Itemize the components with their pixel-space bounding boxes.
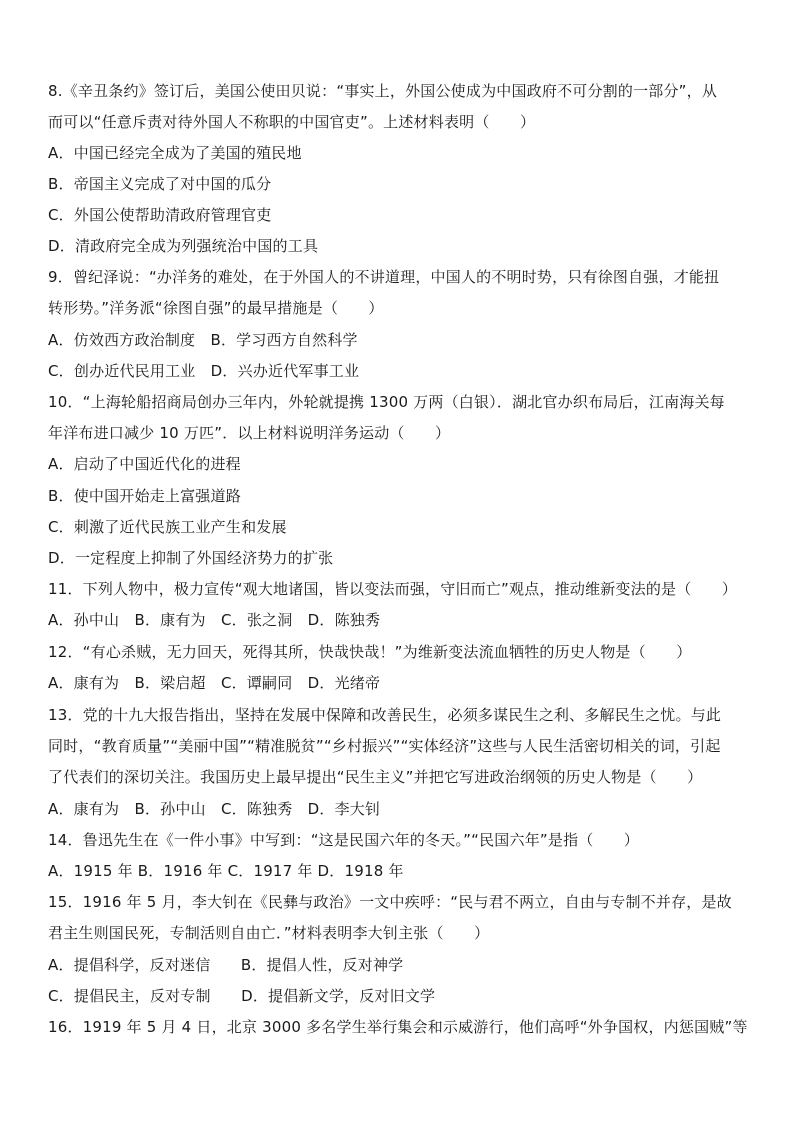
question-8-stem-line-1: 8.《辛丑条约》签订后，美国公使田贝说：“事实上，外国公使成为中国政府不可分割的一部分”，从 bbox=[48, 82, 718, 100]
question-12-options: A．康有为 B．梁启超 C．谭嗣同 D．光绪帝 bbox=[48, 674, 381, 692]
question-9-stem-line-2: 转形势。”洋务派“徐图自强”的最早措施是（ ） bbox=[48, 299, 384, 317]
question-10-option-c: C．刺激了近代民族工业产生和发展 bbox=[48, 518, 287, 536]
question-15-options-ab: A．提倡科学，反对迷信 B．提倡人性，反对神学 bbox=[48, 956, 404, 974]
question-13-stem-line-1: 13．党的十九大报告指出，坚持在发展中保障和改善民生，必须多谋民生之利、多解民生之忧。与此 bbox=[48, 706, 722, 724]
question-8-option-d: D．清政府完全成为列强统治中国的工具 bbox=[48, 237, 319, 255]
question-15-stem-line-2: 君主生则国民死，专制活则自由亡．”材料表明李大钊主张（ ） bbox=[48, 924, 490, 942]
question-10-option-b: B．使中国开始走上富强道路 bbox=[48, 487, 241, 505]
question-8-stem-line-2: 而可以“任意斥责对待外国人不称职的中国官吏”。上述材料表明（ ） bbox=[48, 113, 536, 131]
question-8-option-a: A．中国已经完全成为了美国的殖民地 bbox=[48, 144, 302, 162]
question-10-stem-line-2: 年洋布进口减少 10 万匹”．以上材料说明洋务运动（ ） bbox=[48, 424, 451, 442]
question-10-stem-line-1: 10．“上海轮船招商局创办三年内，外轮就提携 1300 万两（白银）．湖北官办织布局后，江南海关每 bbox=[48, 393, 725, 411]
question-10-option-d: D．一定程度上抑制了外国经济势力的扩张 bbox=[48, 549, 334, 567]
question-15-options-cd: C．提倡民主，反对专制 D．提倡新文学，反对旧文学 bbox=[48, 987, 436, 1005]
question-8-option-c: C．外国公使帮助清政府管理官吏 bbox=[48, 206, 272, 224]
question-14-stem: 14．鲁迅先生在《一件小事》中写到：“这是民国六年的冬天。”“民国六年”是指（ ） bbox=[48, 831, 640, 849]
question-9-stem-line-1: 9．曾纪泽说：“办洋务的难处，在于外国人的不讲道理，中国人的不明时势，只有徐图自强，才能扭 bbox=[48, 268, 720, 286]
question-10-option-a: A．启动了中国近代化的进程 bbox=[48, 455, 241, 473]
question-13-options: A．康有为 B．孙中山 C．陈独秀 D．李大钊 bbox=[48, 800, 381, 818]
question-9-options-ab: A．仿效西方政治制度 B．学习西方自然科学 bbox=[48, 331, 358, 349]
question-11-options: A．孙中山 B．康有为 C．张之洞 D．陈独秀 bbox=[48, 611, 381, 629]
question-15-stem-line-1: 15．1916 年 5 月，李大钊在《民彝与政治》一文中疾呼：“民与君不两立，自由与专制不并存，是故 bbox=[48, 893, 732, 911]
question-13-stem-line-2: 同时，“教育质量”“美丽中国”“精准脱贫”“乡村振兴”“实体经济”这些与人民生活密切相关的词，引起 bbox=[48, 737, 721, 755]
question-14-options: A．1915 年 B．1916 年 C．1917 年 D．1918 年 bbox=[48, 862, 404, 880]
question-8-option-b: B．帝国主义完成了对中国的瓜分 bbox=[48, 175, 272, 193]
question-12-stem: 12．“有心杀贼，无力回天，死得其所，快哉快哉！”为维新变法流血牺牲的历史人物是（ ） bbox=[48, 643, 692, 661]
question-9-options-cd: C．创办近代民用工业 D．兴办近代军事工业 bbox=[48, 362, 360, 380]
question-16-stem-line-1: 16．1919 年 5 月 4 日，北京 3000 多名学生举行集会和示威游行，他们高呼“外争国权，内惩国贼”等 bbox=[48, 1018, 748, 1036]
question-11-stem: 11．下列人物中，极力宣传“观大地诸国，皆以变法而强，守旧而亡”观点，推动维新变法的是（ ） bbox=[48, 580, 738, 598]
question-13-stem-line-3: 了代表们的深切关注。我国历史上最早提出“民生主义”并把它写进政治纲领的历史人物是（ ） bbox=[48, 768, 703, 786]
